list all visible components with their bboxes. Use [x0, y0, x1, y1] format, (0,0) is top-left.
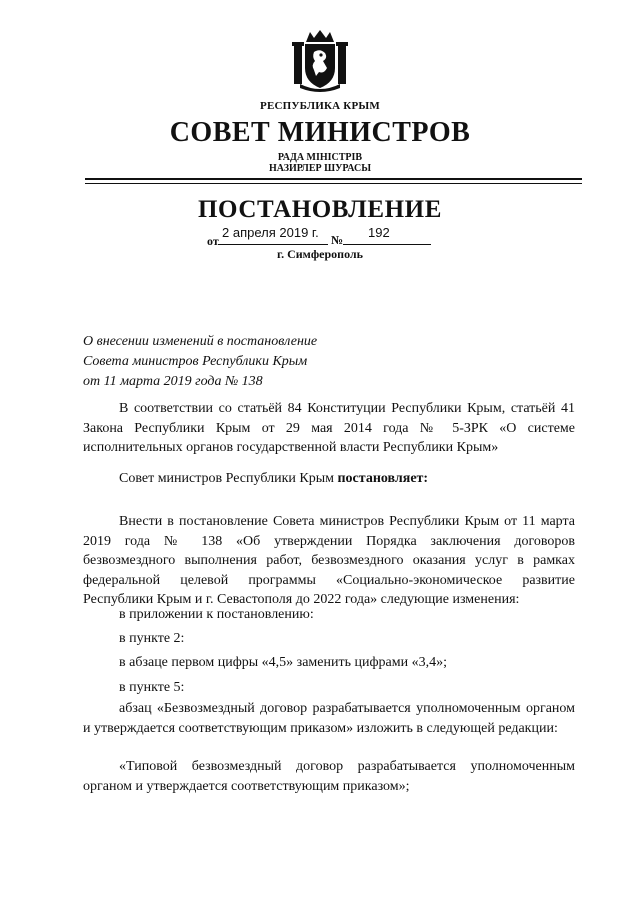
header-rule-thin: [85, 183, 582, 184]
paragraph-abzac: абзац «Безвозмездный договор разрабатывается уполномоченным органом и утверждается соответствующим приказом» изложить в следующей редакции:: [83, 701, 575, 736]
city: г. Симферополь: [277, 247, 363, 261]
header-rule-thick: [85, 178, 582, 180]
decree-date: 2 апреля 2019 г.: [222, 225, 319, 240]
subject-line: от 11 марта 2019 года № 138: [83, 374, 263, 389]
resolves-bold: постановляет:: [337, 471, 429, 486]
council-name: СОВЕТ МИНИСТРОВ: [169, 117, 471, 148]
council-name-tt: НАЗИРЛЕР ШУРАСЫ: [268, 163, 372, 174]
subject-line: Совета министров Республики Крым: [83, 354, 308, 369]
list-item: в абзаце первом цифры «4,5» заменить цифрами «3,4»;: [119, 655, 447, 670]
list-item: в пункте 5:: [119, 680, 185, 695]
council-name-ua: РАДА МІНІСТРІВ: [277, 152, 363, 163]
from-label: от: [207, 234, 219, 248]
paragraph-new-text: «Типовой безвозмездный договор разрабатывается уполномоченным органом и утверждается соответствующим приказом»;: [83, 759, 575, 794]
paragraph-amend: Внести в постановление Совета министров Республики Крым от 11 марта 2019 года № 138 «Об утверждении Порядка заключения договоров безвозмездного выполнения работ, безвозмездного оказания услуг в рамках федеральной целевой программы «Социально-экономическое развитие Республики Крым и г. Севастополя до 2022 года» следующие изменения:: [83, 514, 575, 607]
decree-number: 192: [368, 225, 390, 240]
paragraph-basis: В соответствии со статьёй 84 Конституции Республики Крым, статьёй 41 Закона Республики Крым от 29 мая 2014 года № 5-ЗРК «О системе исполнительных органов государственной власти Республики Крым»: [83, 401, 575, 455]
list-item: в пункте 2:: [119, 631, 185, 646]
decree-title: ПОСТАНОВЛЕНИЕ: [197, 196, 443, 223]
paragraph-resolves: [119, 471, 428, 487]
number-label: №: [331, 233, 344, 247]
republic-name: РЕСПУБЛИКА КРЫМ: [260, 100, 380, 112]
coat-of-arms-icon: [292, 28, 348, 92]
resolves-text: Совет министров Республики Крым: [119, 471, 338, 486]
decree-subject: [83, 332, 317, 392]
list-item: в приложении к постановлению:: [119, 607, 314, 622]
subject-line: О внесении изменений в постановление: [83, 334, 318, 349]
